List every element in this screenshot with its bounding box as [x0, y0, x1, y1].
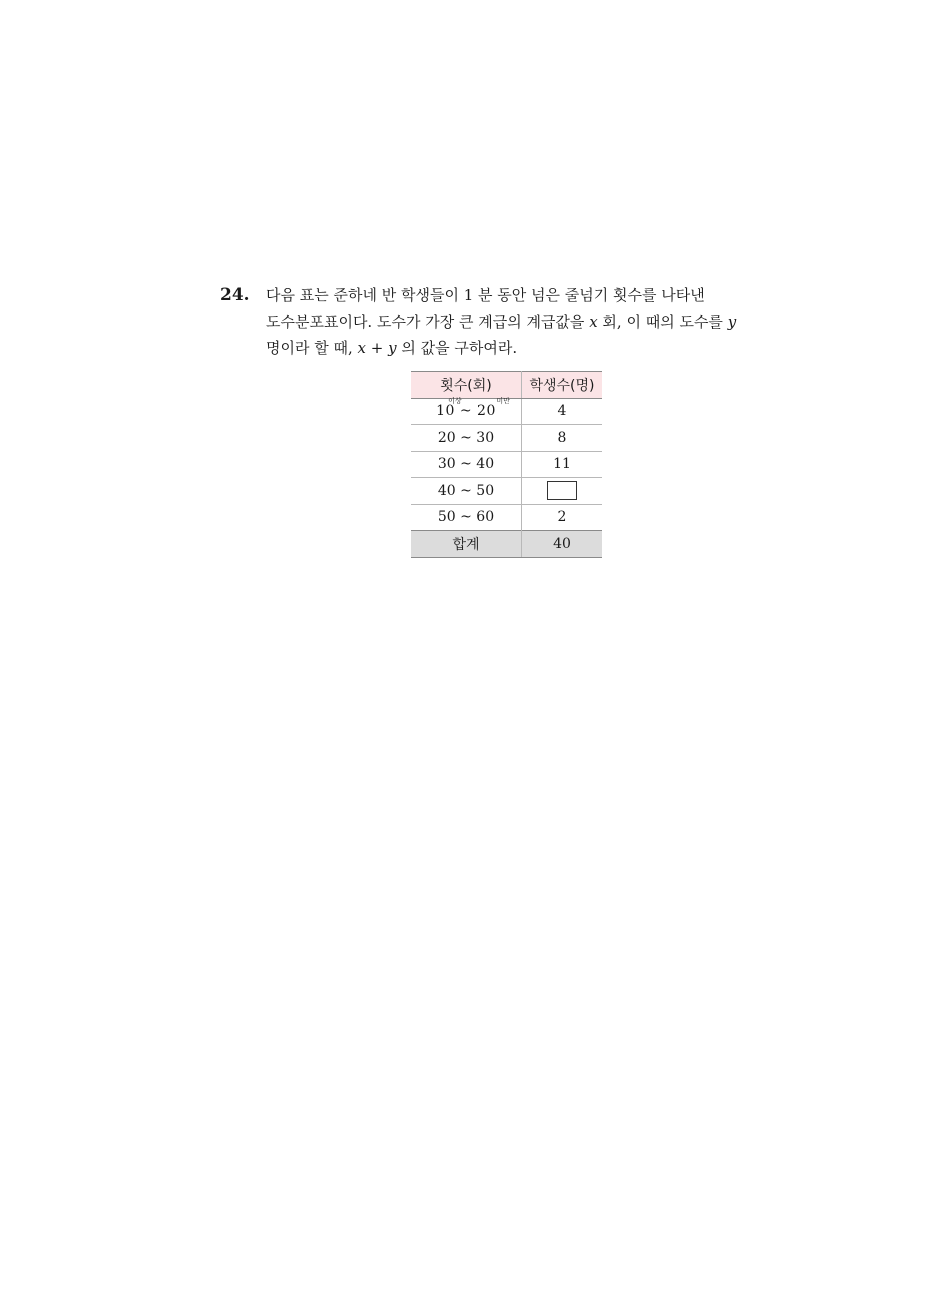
total-label: 합계: [411, 531, 522, 558]
stem-line-3-tail: 의 값을 구하여라.: [396, 339, 518, 357]
label-ge: 이상: [448, 397, 462, 406]
table-row: [411, 398, 602, 425]
count-cell: 11: [522, 451, 603, 478]
range-cell: 50 ~ 60: [411, 504, 522, 531]
var-x: x: [589, 312, 598, 331]
range-cell: 30 ~ 40: [411, 451, 522, 478]
var-y: y: [727, 312, 737, 331]
table-row: [411, 478, 602, 505]
frequency-table: [411, 371, 602, 558]
stem-line-3-text: 명이라 할 때,: [266, 339, 358, 357]
count-cell: 8: [522, 425, 603, 452]
range-cell: 40 ~ 50: [411, 478, 522, 505]
table-total-row: [411, 531, 602, 558]
count-cell: 2: [522, 504, 603, 531]
table-row: [411, 451, 602, 478]
range-cell: [411, 398, 522, 425]
count-cell: 4: [522, 398, 603, 425]
range-cell: 20 ~ 30: [411, 425, 522, 452]
stem-line-1: 다음 표는 준하네 반 학생들이 1 분 동안 넘은 줄넘기 횟수를 나타낸: [266, 286, 705, 304]
table-row: [411, 425, 602, 452]
label-lt: 미만: [496, 397, 510, 406]
stem-line-3: [266, 335, 766, 362]
total-value: 40: [522, 531, 603, 558]
expression-x-plus-y: x + y: [357, 339, 397, 357]
range-first: [436, 397, 510, 420]
table-header-row: [411, 372, 602, 399]
stem-line-2-text: 도수분포표이다. 도수가 가장 큰 계급의 계급값을: [266, 312, 590, 331]
count-cell-blank: [522, 478, 603, 505]
header-count-range: 횟수(회): [411, 372, 522, 399]
stem-line-2-mid: 회, 이 때의 도수를: [597, 312, 728, 331]
problem-number: 24.: [220, 285, 250, 305]
header-student-count: 학생수(명): [522, 372, 603, 399]
range-text: 10 ~ 20: [436, 403, 496, 420]
table-row: [411, 504, 602, 531]
problem-stem: [266, 282, 766, 362]
blank-answer-box: [547, 481, 577, 500]
stem-line-2: [266, 309, 766, 336]
